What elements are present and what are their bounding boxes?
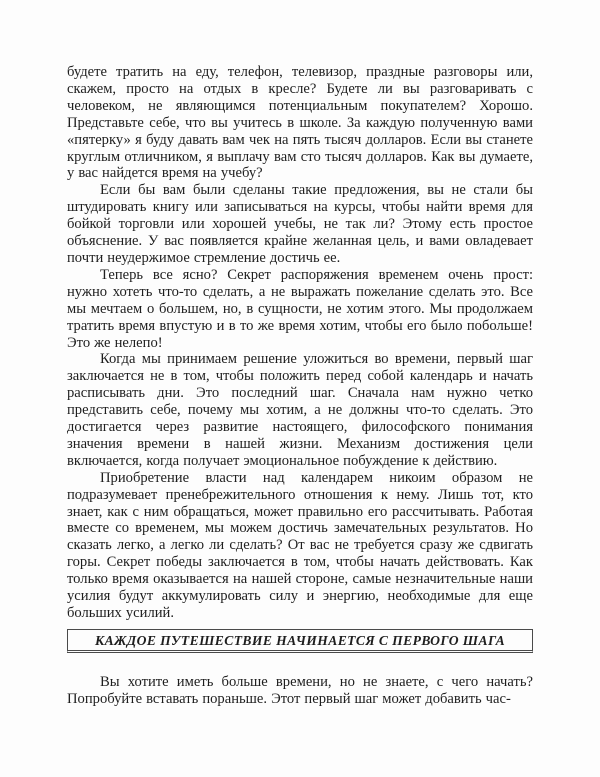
paragraph-continuation: будете тратить на еду, телефон, телевизор, праздные разговоры или, скажем, просто на отдых в кресле? Будете ли вы разговаривать с человеком, не являющимся потенциальным покупателем? Хорошо. Представьте себе, что вы учитесь в школе. За каждую полученную вами «пятерку» я буду давать вам чек на пять тысяч долларов. Если вы станете круглым отличником, я выплачу вам сто тысяч долларов. Как вы думаете, у вас найдется время на учебу?: [67, 64, 533, 182]
paragraph-calendar-power: Приобретение власти над календарем никоим образом не подразумевает пренебрежительного отношения к нему. Лишь тот, кто знает, как с ним обращаться, может правильно его рассчитывать. Работая вместе со временем, мы можем достичь замечательных результатов. Но сказать легко, а легко ли сделать? От вас не требуется сразу же сдвигать горы. Секрет победы заключается в том, чтобы начать действовать. Как только время оказывается на нашей стороне, самые незначительные наши усилия будут аккумулировать силу и энергию, необходимые для еще больших усилий.: [67, 469, 533, 621]
paragraph-offer: Если бы вам были сделаны такие предложения, вы не стали бы штудировать книгу или записываться на курсы, чтобы найти время для бойкой торговли или хорошей учебы, не так ли? Этому есть простое объяснение. У вас появляется крайне желанная цель, и вами овладевает почти неудержимое стремление достичь ее.: [67, 182, 533, 266]
section-heading: КАЖДОЕ ПУТЕШЕСТВИЕ НАЧИНАЕТСЯ С ПЕРВОГО ШАГА: [94, 632, 506, 648]
paragraph-first-step: Вы хотите иметь больше времени, но не знаете, с чего начать? Попробуйте вставать пораньше. Этот первый шаг может добавить час-: [67, 673, 533, 707]
paragraph-secret: Теперь все ясно? Секрет распоряжения временем очень прост: нужно хотеть что-то сделать, а не выражать пожелание сделать это. Все мы мечтаем о большем, но, в сущности, не хотим этого. Мы продолжаем тратить время впустую и в то же время хотим, чтобы его было побольше! Это же нелепо!: [67, 266, 533, 351]
section-heading-box: [67, 629, 533, 653]
paragraph-decision: Когда мы принимаем решение уложиться во времени, первый шаг заключается не в том, чтобы положить перед собой календарь и начать расписывать дни. Это последний шаг. Сначала нам нужно четко представить себе, почему мы хотим, а не должны что-то сделать. Это достигается через развитие настоящего, философского понимания значения времени в нашей жизни. Механизм достижения цели включается, когда получает эмоциональное побуждение к действию.: [67, 351, 533, 469]
